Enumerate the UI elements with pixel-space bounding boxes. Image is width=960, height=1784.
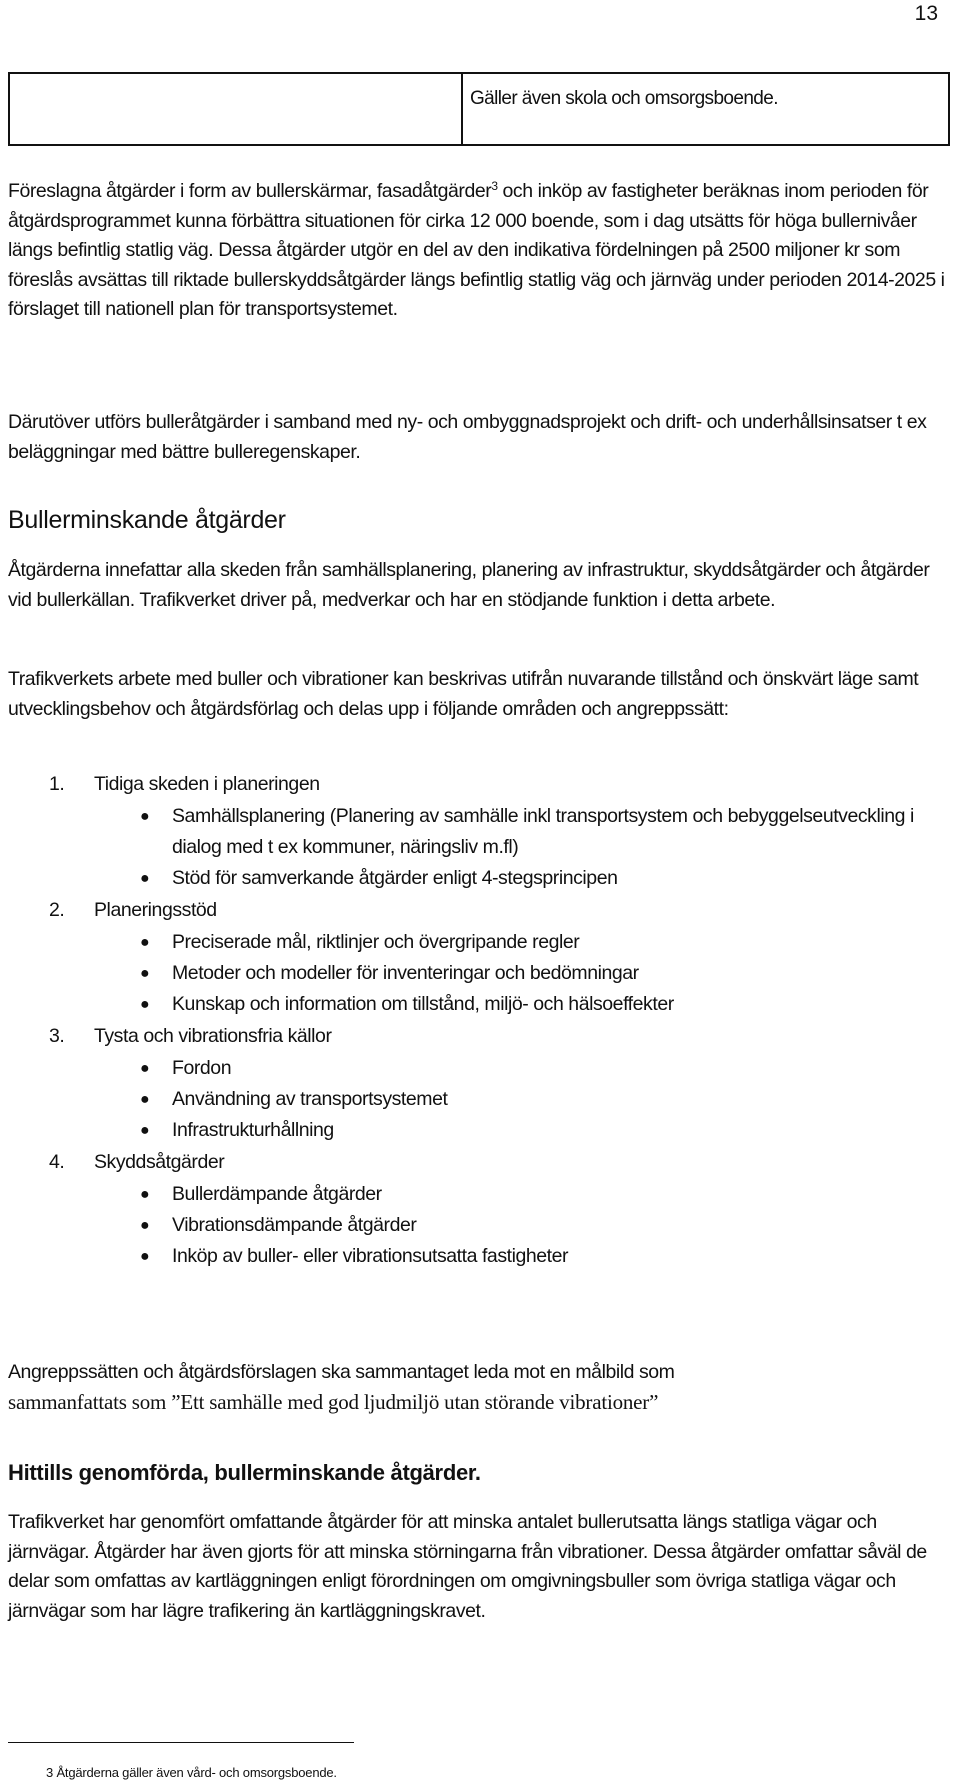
bullet-icon: ● [140, 1060, 150, 1077]
bullet-text: Inköp av buller- eller vibrationsutsatta fastigheter [172, 1245, 569, 1267]
paragraph-proposed-measures [8, 172, 948, 325]
list-bullet [8, 801, 948, 863]
bullet-icon: ● [140, 870, 150, 887]
paragraph-line: Angreppssätten och åtgärdsförslagen ska sammantaget leda mot en målbild som [8, 1361, 675, 1383]
paragraph-work-areas: Trafikverkets arbete med buller och vibrationer kan beskrivas utifrån nuvarande tillstånd och önskvärt läge samt utvecklingsbehov och åtgärdsförlag och delas upp i följande områden och angreppssätt: [8, 668, 919, 720]
bullet-text: Metoder och modeller för inventeringar och bedömningar [172, 962, 639, 984]
list-number: 3. [49, 1025, 65, 1047]
bullet-text: Stöd för samverkande åtgärder enligt 4-stegsprincipen [172, 867, 618, 889]
paragraph-line-quote: sammanfattats som ”Ett samhälle med god ljudmiljö utan störande vibrationer” [8, 1389, 659, 1414]
section-heading-noise-reducing: Bullerminskande åtgärder [8, 506, 286, 534]
footnote-divider [8, 1742, 354, 1743]
page-number: 13 [914, 2, 938, 25]
bullet-icon: ● [140, 1091, 150, 1108]
list-number: 1. [49, 773, 65, 795]
bullet-icon: ● [140, 1122, 150, 1139]
list-bullet [8, 863, 948, 894]
footnote-reference[interactable]: 3 [491, 179, 498, 193]
bullet-icon: ● [140, 1217, 150, 1234]
paragraph-additional-measures: Därutöver utförs bulleråtgärder i samband med ny- och ombyggnadsprojekt och drift- och underhållsinsatser t ex beläggningar med bättre bulleregenskaper. [8, 411, 927, 463]
bullet-icon: ● [140, 996, 150, 1013]
list-title: Tidiga skeden i planeringen [94, 773, 320, 795]
list-item [8, 768, 948, 801]
table-cell-text: Gäller även skola och omsorgsboende. [470, 88, 778, 109]
bullet-text: Bullerdämpande åtgärder [172, 1183, 382, 1205]
paragraph-completed-measures: Trafikverket har genomfört omfattande åtgärder för att minska antalet bullerutsatta längs statliga vägar och järnvägar. Åtgärder har även gjorts för att minska störningarna från vibrationer. Dessa åtgärder omfattar såväl de delar som omfattas av kartläggningen enligt förordningen om omgivningsbuller som övriga statliga vägar och järnvägar som har lägre trafikering än kartläggningskravet. [8, 1511, 927, 1622]
list-title: Skyddsåtgärder [94, 1151, 225, 1173]
list-bullet [8, 989, 948, 1020]
footnote-text: 3 Åtgärderna gäller även vård- och omsorgsboende. [46, 1765, 337, 1780]
list-item [8, 1146, 948, 1179]
table-cell-empty [10, 74, 463, 144]
bullet-text: Fordon [172, 1057, 232, 1079]
list-item [8, 1020, 948, 1053]
list-title: Tysta och vibrationsfria källor [94, 1025, 332, 1047]
bullet-text: Användning av transportsystemet [172, 1088, 448, 1110]
approach-list [8, 768, 948, 1272]
list-item [8, 894, 948, 927]
list-bullet [8, 1053, 948, 1084]
bullet-icon: ● [140, 808, 150, 825]
bullet-text: Kunskap och information om tillstånd, miljö- och hälsoeffekter [172, 993, 674, 1015]
bordered-table [8, 72, 950, 146]
section-heading-completed-measures: Hittills genomförda, bullerminskande åtgärder. [8, 1460, 481, 1485]
paragraph-part: Föreslagna åtgärder i form av bullerskärmar, fasadåtgärder [8, 180, 492, 202]
paragraph-measures-scope: Åtgärderna innefattar alla skeden från samhällsplanering, planering av infrastruktur, skyddsåtgärder och åtgärder vid bullerkällan. Trafikverket driver på, medverkar och har en stödjande funktion i detta arbete. [8, 559, 930, 611]
bullet-text: Vibrationsdämpande åtgärder [172, 1214, 417, 1236]
bullet-text: Infrastrukturhållning [172, 1119, 334, 1141]
list-number: 4. [49, 1151, 65, 1173]
bullet-text: Samhällsplanering (Planering av samhälle inkl transportsystem och bebyggelseutveckling i dialog med t ex kommuner, näringsliv m.fl) [172, 805, 914, 858]
paragraph-target-vision [8, 1358, 948, 1418]
bullet-text: Preciserade mål, riktlinjer och övergripande regler [172, 931, 580, 953]
bullet-icon: ● [140, 965, 150, 982]
bullet-icon: ● [140, 1186, 150, 1203]
paragraph-part: och inköp av fastigheter beräknas inom perioden för åtgärdsprogrammet kunna förbättra situationen för cirka 12 000 boende, som i dag utsätts för höga bullernivåer längs befintlig statlig väg. Dessa åtgärder utgör en del av den indikativa fördelningen på 2500 miljoner kr som föreslås avsättas till riktade bullerskyddsåtgärder längs befintlig statlig väg och järnväg under perioden 2014-2025 i förslaget till nationell plan för transportsystemet. [8, 180, 945, 320]
list-bullet [8, 927, 948, 958]
list-bullet [8, 1115, 948, 1146]
list-bullet [8, 1210, 948, 1241]
list-number: 2. [49, 899, 65, 921]
list-title: Planeringsstöd [94, 899, 217, 921]
list-bullet [8, 958, 948, 989]
bullet-icon: ● [140, 1248, 150, 1265]
bullet-icon: ● [140, 934, 150, 951]
list-bullet [8, 1179, 948, 1210]
list-bullet [8, 1084, 948, 1115]
list-bullet [8, 1241, 948, 1272]
